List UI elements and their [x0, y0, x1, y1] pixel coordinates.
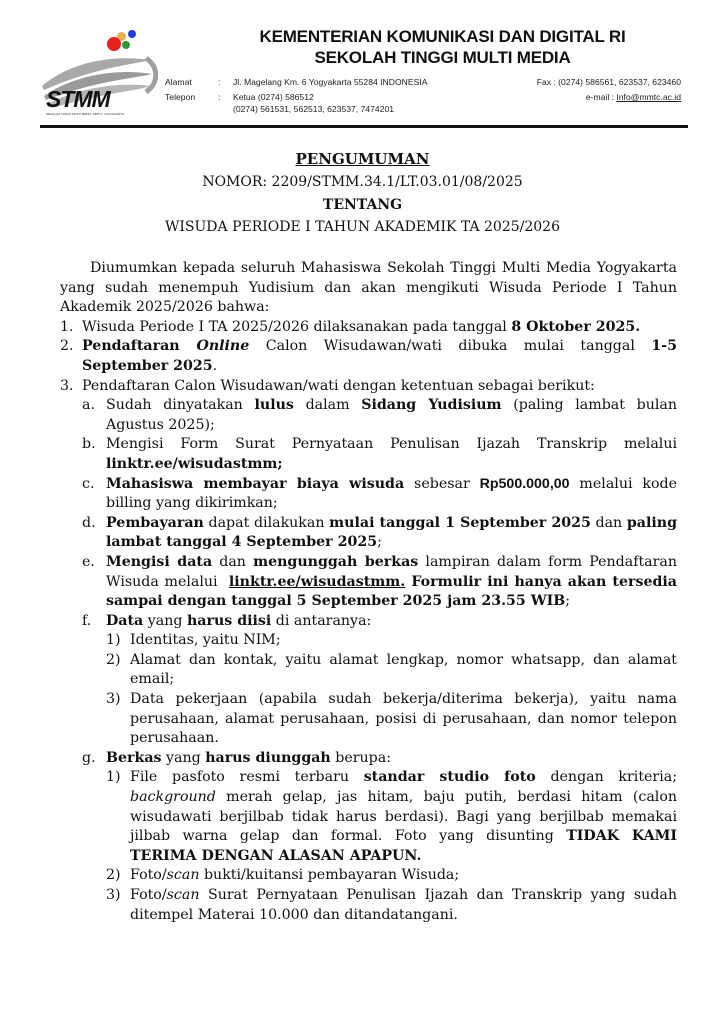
text: ; [565, 593, 571, 610]
announcement-body [60, 259, 682, 925]
text: Mengisi Form Surat Pernyataan Penulisan Ijazah Transkrip melalui [106, 436, 677, 453]
text: Surat Pernyataan Penulisan Ijazah dan Transkrip yang sudah ditempel Materai 10.000 dan ditandatangani. [130, 887, 677, 923]
text-bold: Pendaftaran [82, 338, 197, 355]
text-bold: standar studio foto [363, 769, 536, 786]
text: . [212, 357, 218, 374]
stmm-logo [38, 24, 158, 120]
list-marker: 1) [106, 769, 121, 786]
text: yang [143, 612, 187, 629]
address-label: Alamat [165, 77, 192, 87]
list-item-3c [82, 475, 677, 514]
list-item-2 [60, 337, 677, 376]
list-item-3g-3 [106, 886, 677, 925]
text: dapat dilakukan [203, 514, 330, 531]
institution-title: SEKOLAH TINGGI MULTI MEDIA [314, 48, 571, 67]
text: Pendaftaran Calon Wisudawan/wati dengan ketentuan sebagai berikut: [82, 377, 595, 394]
text: Wisuda Periode I TA 2025/2026 dilaksanakan pada tanggal [82, 318, 512, 335]
list-marker: b. [82, 436, 96, 453]
phone-sep: : [218, 92, 221, 102]
warning-text: TIDAK KAMI TERIMA DENGAN ALASAN APAPUN. [130, 828, 677, 864]
email-row [586, 92, 681, 102]
text-bold: mengunggah berkas [253, 553, 419, 570]
list-item-3f-2 [106, 651, 677, 690]
text: sebesar [404, 475, 480, 492]
form-deadline: Formulir ini hanya akan tersedia sampai dengan tanggal 5 September 2025 jam 23.55 WIB [106, 573, 677, 610]
form-link[interactable]: linktr.ee/wisudastmm; [106, 455, 283, 472]
text-italic: background [130, 789, 216, 806]
text: Sudah dinyatakan [106, 397, 255, 414]
address-sep: : [218, 77, 221, 87]
ministry-title: KEMENTERIAN KOMUNIKASI DAN DIGITAL RI [259, 27, 626, 46]
list-item-3g [82, 749, 677, 769]
list-marker: 3. [60, 377, 74, 394]
text-bold: Sidang Yudisium [361, 397, 502, 414]
list-marker: e. [82, 553, 95, 570]
text-bold: Data [106, 612, 144, 629]
text-bold: harus diunggah [205, 749, 331, 766]
text-bold: harus diisi [186, 612, 272, 629]
list-item-3 [60, 377, 677, 397]
list-item-3g-2 [106, 866, 677, 886]
list-marker: 2. [60, 338, 74, 355]
text: Data pekerjaan (apabila sudah bekerja/diterima bekerja), yaitu nama perusahaan, alamat perusahaan, posisi di perusahaan, dan nomor telepon perusahaan. [130, 691, 677, 747]
text-italic: scan [166, 887, 200, 903]
list-item-3d [82, 514, 677, 553]
text-bold: Mahasiswa membayar biaya wisuda [106, 475, 405, 492]
list-item-1 [60, 318, 677, 338]
intro-paragraph: Diumumkan kepada seluruh Mahasiswa Sekolah Tinggi Multi Media Yogyakarta yang sudah menempuh Yudisium dan akan mengikuti Wisuda Periode I Tahun Akademik 2025/2026 bahwa: [60, 260, 677, 316]
text: Alamat dan kontak, yaitu alamat lengkap, nomor whatsapp, dan alamat email; [130, 651, 677, 688]
email-link[interactable]: Info@mmtc.ac.id [616, 92, 681, 102]
text-bold: Berkas [106, 749, 162, 766]
text: Foto/ [130, 867, 167, 884]
list-marker: 1. [60, 318, 74, 335]
text: berupa: [330, 749, 391, 766]
text-bold-italic: Online [196, 338, 250, 355]
text-bold: Mengisi data [106, 553, 213, 570]
list-marker: c. [82, 475, 95, 492]
list-marker: 2) [106, 867, 121, 884]
address-value: Jl. Magelang Km. 6 Yogyakarta 55284 INDONESIA [233, 77, 428, 87]
list-item-3g-1 [106, 768, 677, 866]
payment-deadline: paling lambat tanggal 4 September 2025 [106, 514, 677, 551]
text: (paling lambat bulan Agustus 2025); [106, 397, 677, 433]
phone-value-2: (0274) 561531, 562513, 623537, 7474201 [233, 104, 395, 114]
registration-link[interactable]: linktr.ee/wisudastmm. [228, 573, 406, 590]
payment-start: mulai tanggal 1 September 2025 [329, 514, 591, 531]
list-marker: 3) [106, 691, 121, 708]
text: yang [161, 749, 206, 766]
text: bukti/kuitansi pembayaran Wisuda; [199, 867, 460, 884]
logo-tagline: SEKOLAH TINGGI MULTI MEDIA "MMTC" YOGYAKARTA [46, 112, 124, 116]
fee-amount: Rp500.000,00 [479, 475, 570, 492]
about-label: TENTANG [322, 197, 403, 213]
list-item-3e [82, 553, 682, 612]
list-item-3a [82, 396, 677, 435]
text: di antaranya: [271, 612, 372, 629]
text: melalui kode billing yang dikirimkan; [106, 475, 677, 512]
graduation-date: 8 Oktober 2025. [511, 318, 641, 335]
text: Foto/ [130, 887, 167, 903]
text: ; [377, 534, 382, 551]
list-marker: 3) [106, 887, 121, 903]
text-italic: scan [166, 867, 200, 884]
list-marker: d. [82, 514, 96, 531]
list-marker: a. [82, 397, 95, 414]
list-item-3f-1 [106, 631, 677, 651]
document-subject: WISUDA PERIODE I TAHUN AKADEMIK TA 2025/2026 [165, 219, 560, 235]
text: dan [212, 553, 254, 570]
list-item-3b [82, 435, 677, 474]
text: dengan kriteria; [535, 769, 677, 786]
document-heading: PENGUMUMAN [295, 150, 430, 168]
text: Calon Wisudawan/wati dibuka mulai tanggal [249, 338, 652, 355]
text: dan [590, 514, 627, 531]
logo-text: STMM [46, 86, 110, 112]
text-bold: lulus [254, 397, 294, 414]
phone-label: Telepon [165, 92, 196, 102]
registration-dates: 1-5 September 2025 [82, 338, 677, 374]
header-divider [40, 125, 688, 128]
fax-value: Fax : (0274) 586561, 623537, 623460 [536, 77, 681, 87]
text: dalam [293, 397, 362, 414]
document-number: NOMOR: 2209/STMM.34.1/LT.03.01/08/2025 [202, 174, 523, 190]
list-marker: g. [82, 749, 96, 766]
list-marker: 1) [106, 632, 121, 649]
text: merah gelap, jas hitam, baju putih, berdasi hitam (calon wisudawati berjilbab tidak harus berdasi). Bagi yang berjilbab memakai jilbab warna gelap dan formal. Foto yang disunting [130, 789, 677, 845]
text: lampiran dalam form Pendaftaran Wisuda melalui [106, 553, 682, 590]
phone-value-1: Ketua (0274) 586512 [233, 92, 314, 102]
text: Identitas, yaitu NIM; [130, 632, 281, 649]
list-marker: 2) [106, 651, 121, 668]
list-item-3f [82, 612, 677, 632]
email-label: e-mail : [585, 92, 617, 102]
text: File pasfoto resmi terbaru [130, 769, 364, 786]
list-item-3f-3 [106, 690, 677, 749]
text-bold: Pembayaran [106, 514, 204, 531]
list-marker: f. [82, 612, 92, 629]
